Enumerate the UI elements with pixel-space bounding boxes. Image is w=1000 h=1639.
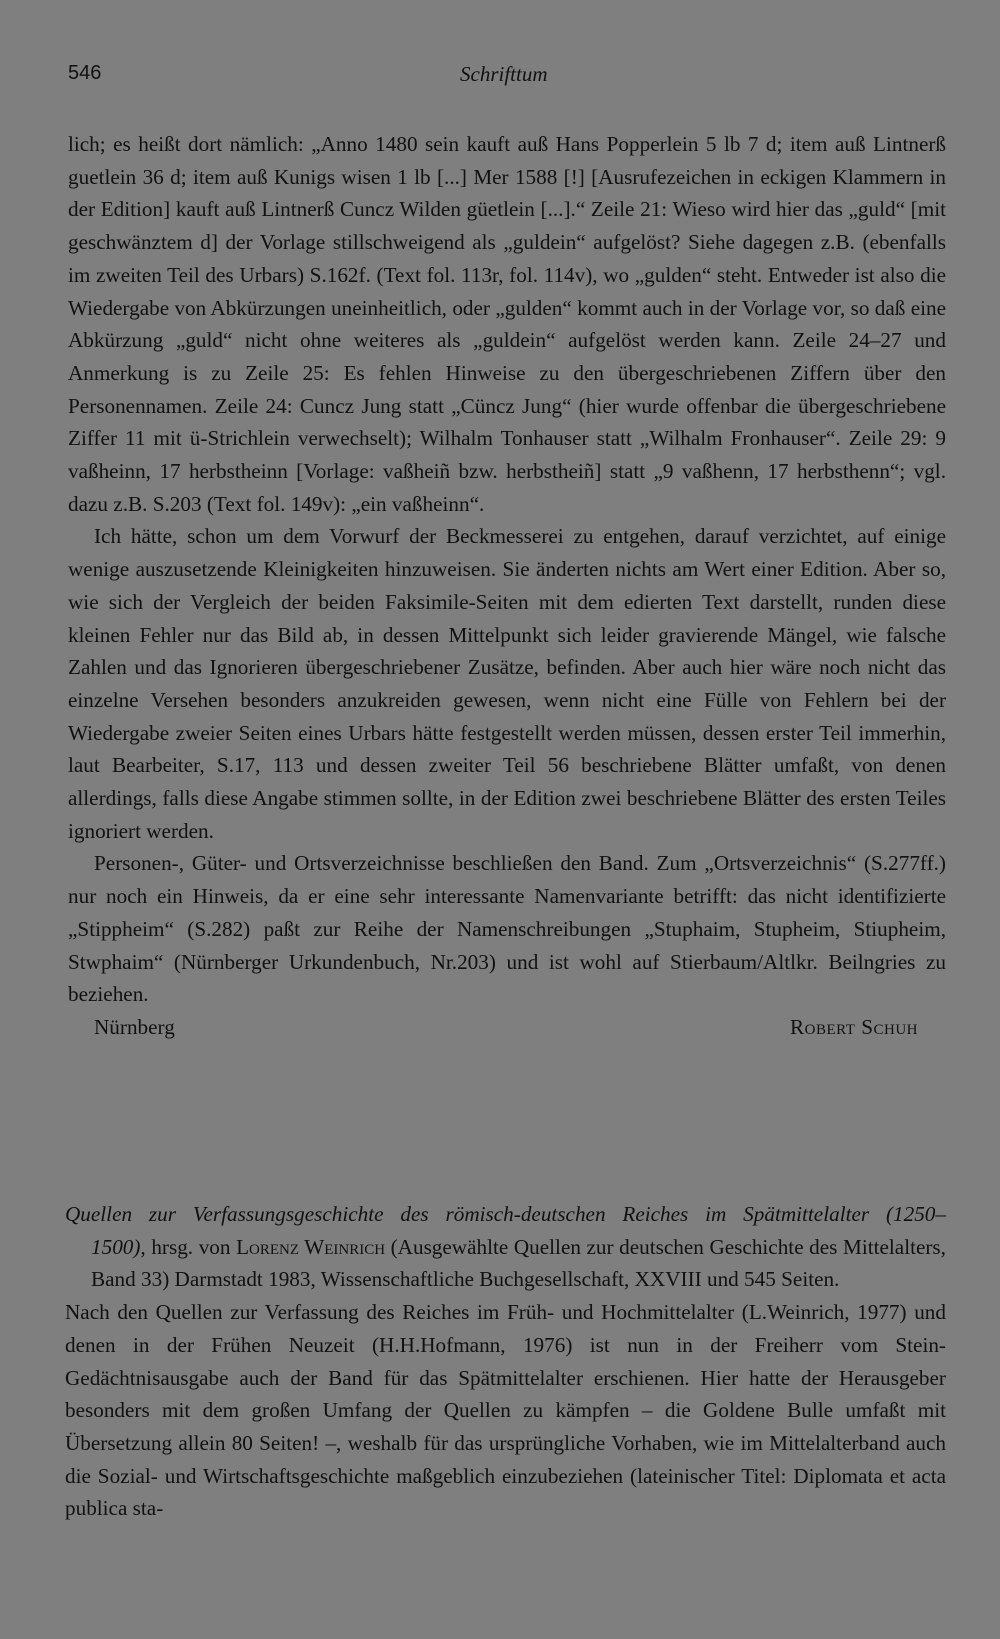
book-title: Quellen zur Verfassungsgeschichte des römisch-deutschen Reiches im Spätmittelalter (1250–1500), <box>65 1202 946 1259</box>
paragraph: Personen-, Güter- und Ortsverzeichnisse beschließen den Band. Zum „Ortsverzeichnis“ (S.277ff.) nur noch ein Hinweis, da er eine sehr interessante Namenvariante betrifft: das nicht identifizierte „Stippheim“ (S.282) paßt zur Reihe der Namenschreibungen „Stuphaim, Stupheim, Stiupheim, Stwphaim“ (Nürnberger Urkundenbuch, Nr.203) und ist wohl auf Stierbaum/Altlkr. Beilngries zu beziehen. <box>68 851 946 1007</box>
bibliographic-entry <box>65 1198 946 1296</box>
paragraph: Ich hätte, schon um dem Vorwurf der Beckmesserei zu entgehen, darauf verzichtet, auf einige wenige auszusetzende Kleinigkeiten hinzuweisen. Sie änderten nichts am Wert einer Edition. Aber so, wie sich der Vergleich der beiden Faksimile-Seiten mit dem edierten Text darstellt, runden diese kleinen Fehler nur das Bild ab, in dessen Mittelpunkt sich leider gravierende Mängel, wie falsche Zahlen und das Ignorieren übergeschriebener Zusätze, befinden. Aber auch hier wäre noch nicht das einzelne Versehen besonders anzukreiden gewesen, wenn nicht eine Fülle von Fehlern bei der Wiedergabe zweier Seiten eines Urbars hätte festgestellt werden müssen, dessen erster Teil immerhin, laut Bearbeiter, S.17, 113 und dessen zweiter Teil 56 beschriebene Blätter umfaßt, von denen allerdings, falls diese Angabe stimmen sollte, in der Edition zwei beschriebene Blätter des ersten Teiles ignoriert werden. <box>68 524 946 843</box>
review-continuation <box>68 128 946 1044</box>
running-title: Schrifttum <box>460 62 548 86</box>
signature-author: Robert Schuh <box>790 1014 918 1039</box>
book-details: (Ausgewählte Quellen zur deutschen Geschichte des Mittelalters, Band 33) Darmstadt 1983, Wissenschaftliche Buchgesellschaft, XXVIII und 545 Seiten. <box>91 1234 946 1292</box>
review-signature <box>68 1011 946 1044</box>
book-hrsg: hrsg. von <box>145 1234 237 1259</box>
page-number: 546 <box>68 62 102 84</box>
book-editor: Lorenz Weinrich <box>236 1234 386 1259</box>
book-review <box>65 1198 946 1525</box>
signature-place: Nürnberg <box>94 1014 175 1039</box>
page-header <box>68 62 946 94</box>
paragraph: lich; es heißt dort nämlich: „Anno 1480 sein kauft auß Hans Popperlein 5 lb 7 d; item auß Lintnerß guetlein 36 d; item auß Kunigs wisen 1 lb [...] Mer 1588 [!] [Ausrufezeichen in eckigen Klammern in der Edition] kauft auß Lintnerß Cuncz Wilden güetlein [...].“ Zeile 21: Wieso wird hier das „guld“ [mit geschwänztem d] der Vorlage stillschweigend als „guldein“ aufgelöst? Siehe dagegen z.B. (ebenfalls im zweiten Teil des Urbars) S.162f. (Text fol. 113r, fol. 114v), wo „gulden“ steht. Entweder ist also die Wiedergabe von Abkürzungen uneinheitlich, oder „gulden“ kommt auch in der Vorlage vor, so daß eine Abkürzung „guld“ nicht ohne weiteres als „guldein“ aufgelöst werden kann. Zeile 24–27 und Anmerkung is zu Zeile 25: Es fehlen Hinweise zu den übergeschriebenen Ziffern über den Personennamen. Zeile 24: Cuncz Jung statt „Cüncz Jung“ (hier wurde offenbar die übergeschriebene Ziffer 11 mit ü-Strichlein verwechselt); Wilhalm Tonhauser statt „Wilhalm Fronhauser“. Zeile 29: 9 vaßheinn, 17 herbstheinn [Vorlage: vaßheiñ bzw. herbstheiñ] statt „9 vaßhenn, 17 herbsthenn“; vgl. dazu z.B. S.203 (Text fol. 149v): „ein vaßheinn“. <box>68 132 946 516</box>
paragraph: Nach den Quellen zur Verfassung des Reiches im Früh- und Hochmittelalter (L.Weinrich, 1977) und denen in der Frühen Neuzeit (H.H.Hofmann, 1976) ist nun in der Freiherr vom Stein-Gedächtnisausgabe auch der Band für das Spätmittelalter erschienen. Hier hatte der Herausgeber besonders mit dem großen Umfang der Quellen zu kämpfen – die Goldene Bulle umfaßt mit Übersetzung allein 80 Seiten! –, weshalb für das ursprüngliche Vorhaben, wie im Mittelalterband auch die Sozial- und Wirtschaftsgeschichte maßgeblich einzubeziehen (lateinischer Titel: Diplomata et acta publica sta- <box>65 1300 946 1521</box>
